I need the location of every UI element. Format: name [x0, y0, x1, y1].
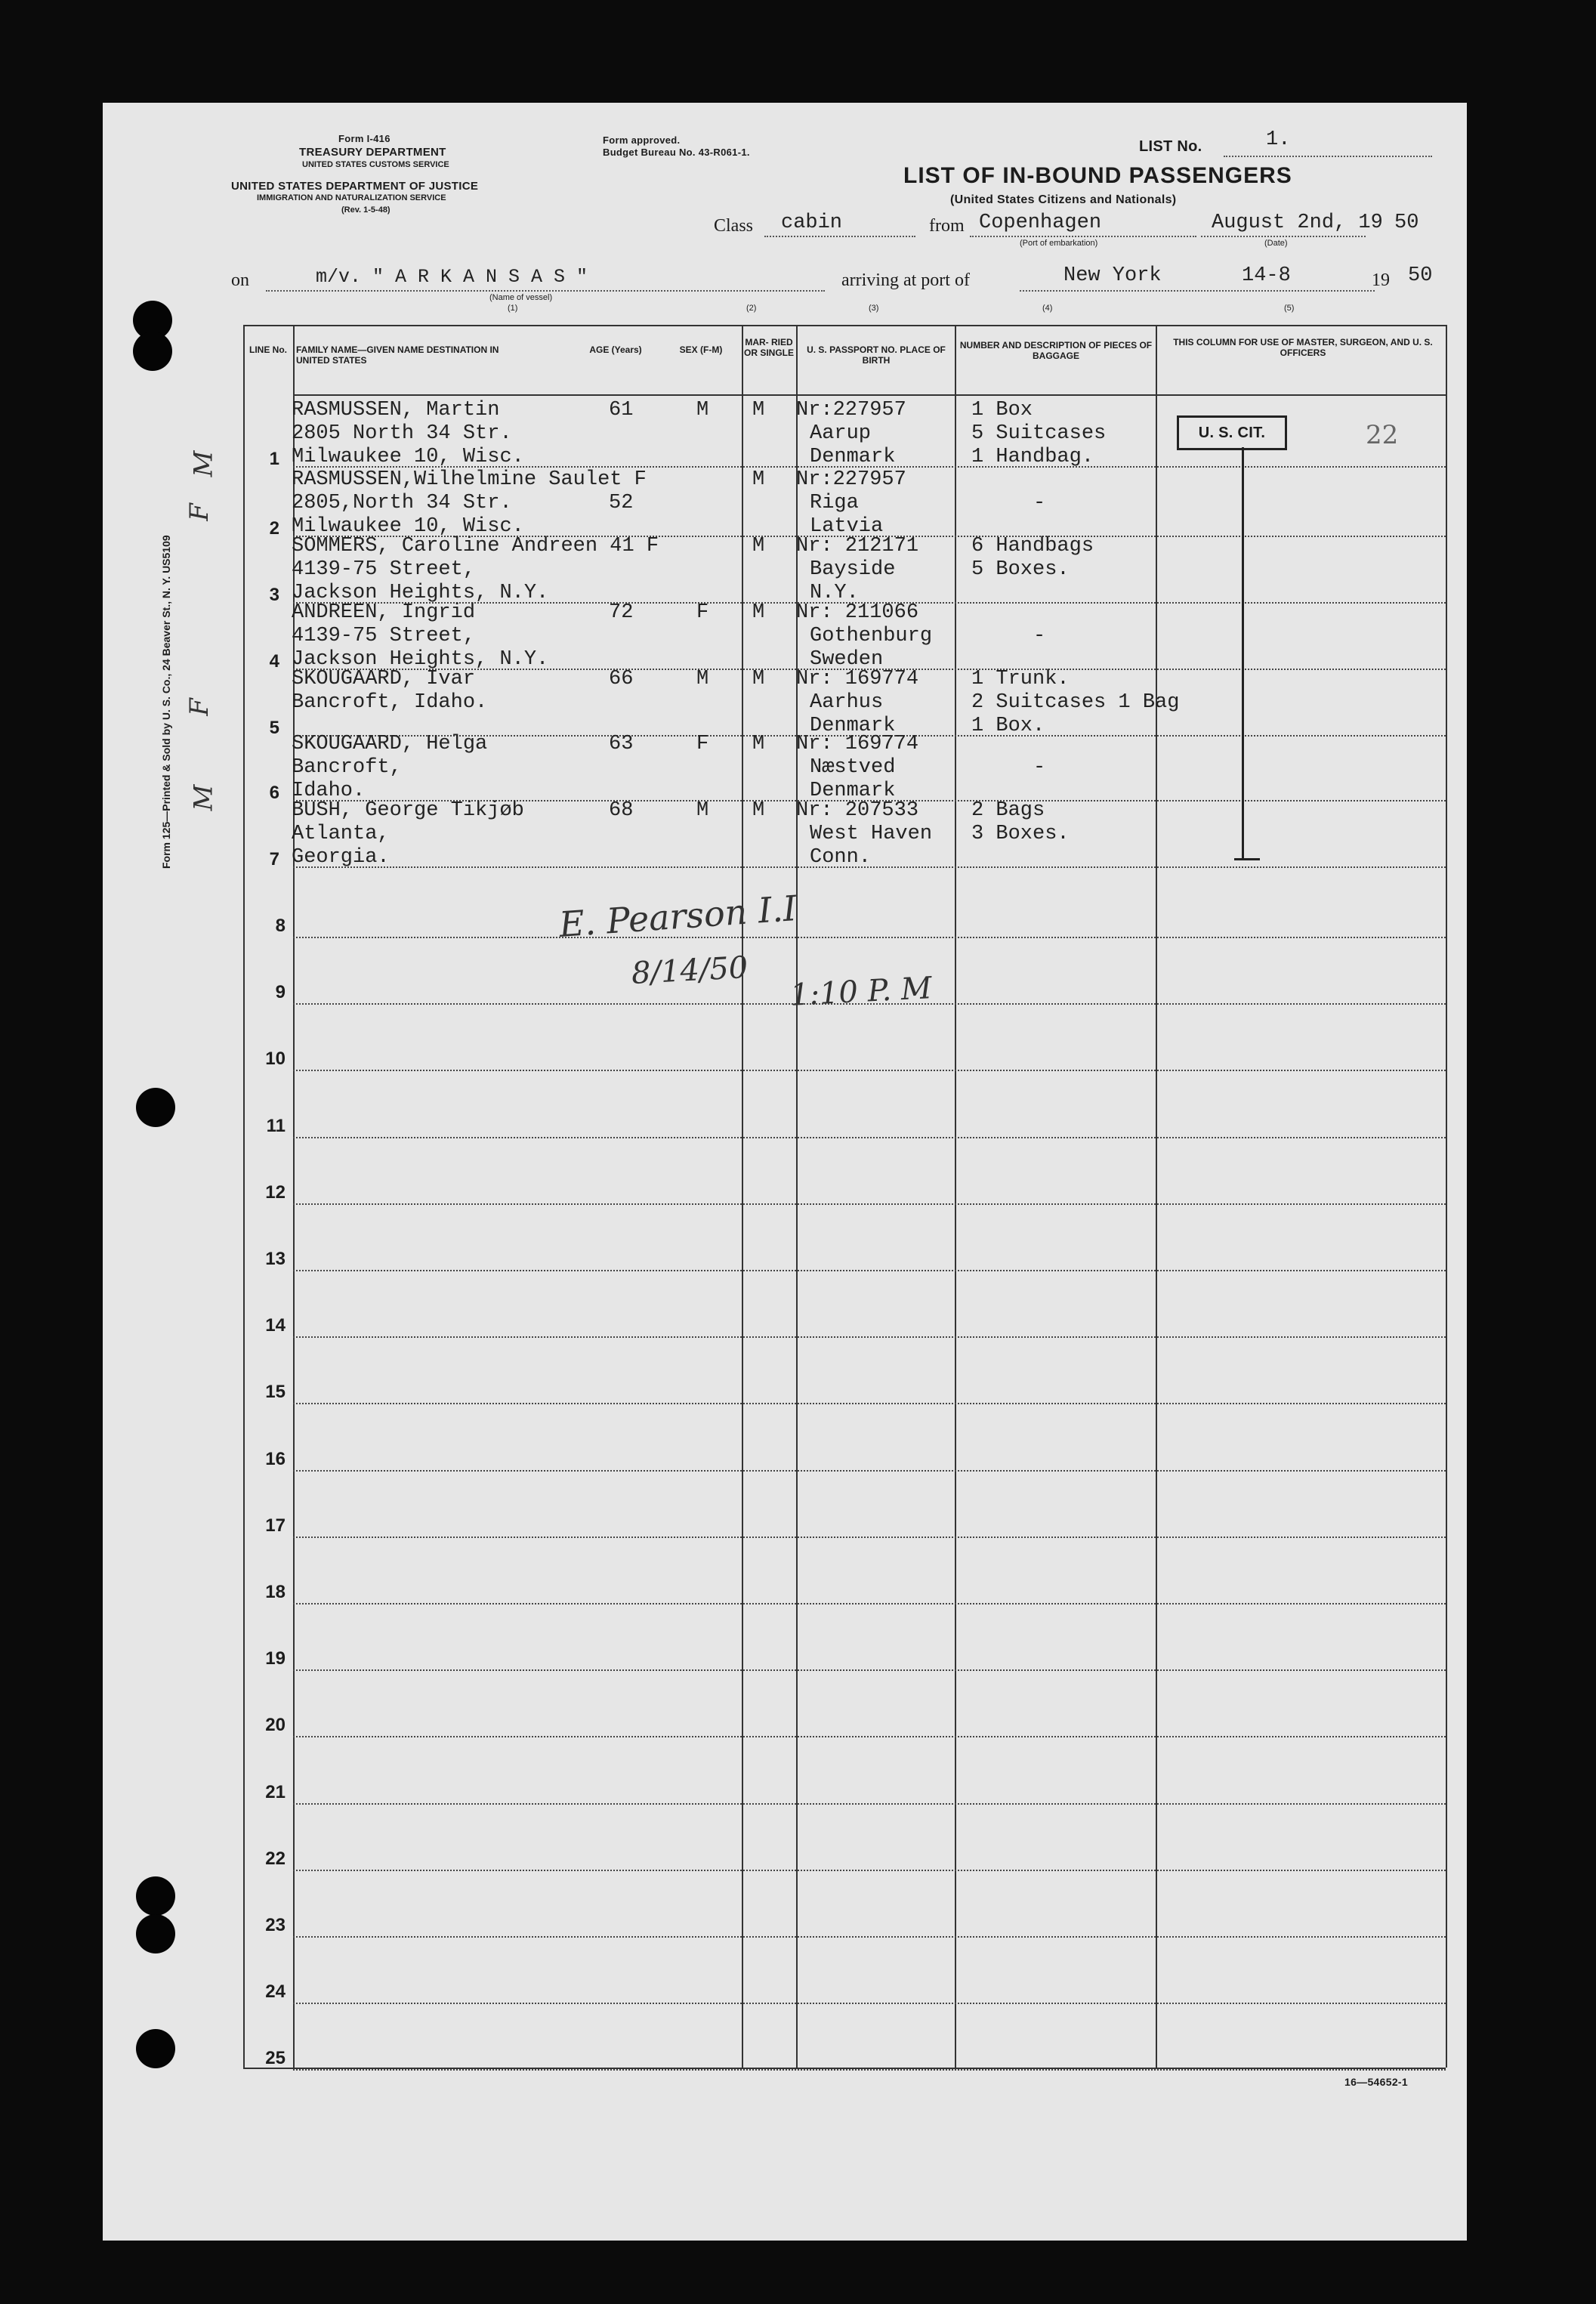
class-value: cabin	[781, 212, 843, 234]
marital-status: M	[752, 535, 765, 557]
passenger-sex: M	[696, 399, 709, 422]
empty-row-line	[293, 1537, 1446, 1538]
line-number: 12	[265, 1182, 286, 1203]
baggage-line: 6 Handbags	[971, 535, 1094, 557]
line-number: 15	[265, 1382, 286, 1402]
class-label: Class	[714, 216, 754, 236]
inspector-signature: E. Pearson I.I	[557, 888, 798, 945]
passport-number: Nr:227957	[796, 399, 906, 422]
line-number: 3	[269, 585, 279, 605]
arriving-label: arriving at port of	[841, 270, 970, 290]
embarkation-port: Copenhagen	[979, 212, 1102, 234]
passport-number: Nr: 212171	[796, 535, 919, 557]
empty-row-line	[293, 2069, 1446, 2071]
col-header-married: MAR- RIED OR SINGLE	[743, 337, 794, 358]
line-number: 16	[265, 1449, 286, 1469]
line-number: 25	[265, 2048, 286, 2068]
passenger-address: Bancroft,	[292, 756, 402, 779]
passenger-sex: F	[696, 733, 709, 755]
page-title: LIST OF IN-BOUND PASSENGERS	[903, 163, 1292, 188]
line-number: 4	[269, 651, 279, 672]
form-approved: Form approved.	[603, 134, 681, 146]
justice-dept: UNITED STATES DEPARTMENT OF JUSTICE	[231, 180, 479, 193]
passenger-age: 52	[609, 492, 634, 514]
passenger-address: 2805,North 34 Str.	[292, 492, 512, 514]
empty-row-line	[293, 1870, 1446, 1871]
birth-country: Sweden	[810, 648, 884, 671]
passenger-address: Milwaukee 10, Wisc.	[292, 446, 524, 468]
baggage-line: 1 Box	[971, 399, 1033, 422]
birth-country: Conn.	[810, 846, 872, 869]
passport-number: Nr: 169774	[796, 668, 919, 690]
line-number: 5	[269, 718, 279, 738]
col-header-line: LINE No.	[249, 344, 287, 355]
treasury-dept: TREASURY DEPARTMENT	[299, 146, 446, 159]
binder-hole	[136, 1876, 175, 1916]
line-number: 18	[265, 1582, 286, 1602]
budget-bureau: Budget Bureau No. 43-R061-1.	[603, 147, 750, 158]
line-number: 20	[265, 1715, 286, 1735]
birth-place: Gothenburg	[810, 625, 933, 647]
col-header-sex: SEX (F-M)	[679, 344, 723, 355]
col-header-officers: THIS COLUMN FOR USE OF MASTER, SURGEON, AND U. S. OFFICERS	[1173, 337, 1433, 358]
citizen-stamp: U. S. CIT.	[1177, 415, 1287, 450]
line-number: 2	[269, 518, 279, 539]
passenger-address: 4139-75 Street,	[292, 558, 476, 581]
baggage-line: 2 Bags	[971, 799, 1045, 822]
birth-country: Denmark	[810, 446, 896, 468]
empty-row-line	[293, 1403, 1446, 1404]
birth-country: Latvia	[810, 515, 884, 538]
date-caption: (Date)	[1264, 239, 1288, 248]
passenger-address: Jackson Heights, N.Y.	[292, 648, 549, 671]
baggage-line: 1 Trunk.	[971, 668, 1070, 690]
birth-place: West Haven	[810, 823, 933, 845]
line-number: 7	[269, 849, 279, 869]
baggage-line: 5 Boxes.	[971, 558, 1070, 581]
line-number: 9	[275, 982, 286, 1002]
passport-number: Nr: 207533	[796, 799, 919, 822]
margin-mark: F	[184, 698, 215, 716]
birth-place: Riga	[810, 492, 859, 514]
birth-place: Aarup	[810, 422, 872, 445]
baggage-line: 5 Suitcases	[971, 422, 1107, 445]
stamp-bracket-line	[1242, 447, 1244, 858]
signature-time: 1:10 P. M	[789, 971, 933, 1013]
arrival-port: New York	[1063, 264, 1162, 287]
passenger-age: 63	[609, 733, 634, 755]
line-number: 23	[265, 1915, 286, 1935]
arrival-year: 50	[1408, 264, 1433, 287]
line-number: 13	[265, 1249, 286, 1269]
signature-date: 8/14/50	[630, 950, 749, 992]
passenger-name: RASMUSSEN,Wilhelmine Saulet F	[292, 468, 647, 491]
line-number: 17	[265, 1515, 286, 1536]
passenger-name: SKOUGAARD, Ivar	[292, 668, 476, 690]
passenger-age: 66	[609, 668, 634, 690]
empty-row-line	[293, 1803, 1446, 1805]
passport-number: Nr: 169774	[796, 733, 919, 755]
empty-row-line	[293, 1669, 1446, 1671]
binder-hole	[136, 1088, 175, 1127]
col-ref: (4)	[1042, 304, 1053, 313]
passenger-address: 2805 North 34 Str.	[292, 422, 512, 445]
empty-row-line	[293, 1470, 1446, 1472]
passenger-age: 61	[609, 399, 634, 422]
list-label: LIST No.	[1139, 138, 1202, 155]
line-number: 8	[275, 916, 286, 936]
line-number: 10	[265, 1049, 286, 1069]
col-ref: (1)	[508, 304, 518, 313]
passenger-age: 68	[609, 799, 634, 822]
birth-place: Bayside	[810, 558, 896, 581]
passenger-name: SOMMERS, Caroline Andreen 41 F	[292, 535, 659, 557]
col-header-name: FAMILY NAME—GIVEN NAME DESTINATION IN UNITED STATES	[296, 344, 499, 366]
line-number: 11	[266, 1116, 286, 1136]
passenger-address: Jackson Heights, N.Y.	[292, 582, 549, 604]
passenger-sex: M	[696, 668, 709, 690]
vessel-caption: (Name of vessel)	[489, 293, 553, 302]
baggage-line: 3 Boxes.	[971, 823, 1070, 845]
passenger-sex: F	[696, 601, 709, 624]
marital-status: M	[752, 733, 765, 755]
line-number: 1	[269, 449, 279, 469]
departure-year: 50	[1394, 212, 1419, 234]
baggage-line: 2 Suitcases 1 Bag	[971, 691, 1180, 714]
passenger-sex: M	[696, 799, 709, 822]
passenger-address: 4139-75 Street,	[292, 625, 476, 647]
printer-imprint: Form 125—Printed & Sold by U. S. Co., 24 Beaver St., N. Y. US5109	[160, 535, 172, 869]
ins-service: IMMIGRATION AND NATURALIZATION SERVICE	[257, 193, 446, 202]
passenger-name: SKOUGAARD, Helga	[292, 733, 488, 755]
binder-hole	[136, 1914, 175, 1953]
margin-mark: F	[184, 503, 215, 521]
passenger-name: ANDREEN, Ingrid	[292, 601, 476, 624]
line-number: 22	[265, 1848, 286, 1869]
customs-service: UNITED STATES CUSTOMS SERVICE	[302, 160, 449, 169]
line-number: 24	[265, 1981, 286, 2002]
birth-place: Aarhus	[810, 691, 884, 714]
passenger-address: Georgia.	[292, 846, 390, 869]
footer-code: 16—54652-1	[1344, 2076, 1408, 2088]
line-number: 19	[265, 1648, 286, 1669]
arrival-date: 14-8	[1242, 264, 1291, 287]
table-border-right	[1446, 325, 1447, 2068]
passport-number: Nr: 211066	[796, 601, 919, 624]
baggage-line: 1 Handbag.	[971, 446, 1094, 468]
empty-row-line	[293, 937, 1446, 938]
passenger-address: Milwaukee 10, Wisc.	[292, 515, 524, 538]
birth-country: N.Y.	[810, 582, 859, 604]
col-header-age: AGE (Years)	[589, 344, 642, 355]
baggage-line: -	[1033, 625, 1046, 647]
empty-row-line	[293, 1070, 1446, 1071]
margin-mark: M	[188, 450, 219, 477]
marital-status: M	[752, 601, 765, 624]
port-caption: (Port of embarkation)	[1020, 239, 1098, 248]
margin-mark: M	[188, 784, 219, 811]
col-ref: (5)	[1284, 304, 1295, 313]
birth-place: Næstved	[810, 756, 896, 779]
marital-status: M	[752, 468, 765, 491]
page-subtitle: (United States Citizens and Nationals)	[950, 193, 1177, 206]
empty-row-line	[293, 1336, 1446, 1338]
passenger-address: Bancroft, Idaho.	[292, 691, 488, 714]
binder-hole	[136, 2029, 175, 2068]
empty-row-line	[293, 1736, 1446, 1737]
officer-number: 22	[1366, 420, 1399, 450]
empty-row-line	[293, 1603, 1446, 1604]
col-ref: (2)	[746, 304, 757, 313]
baggage-line: -	[1033, 756, 1046, 779]
baggage-line: -	[1033, 492, 1046, 514]
passenger-age: 72	[609, 601, 634, 624]
passenger-address: Atlanta,	[292, 823, 390, 845]
line-number: 21	[265, 1782, 286, 1802]
empty-row-line	[293, 2003, 1446, 2004]
birth-country: Denmark	[810, 780, 896, 802]
revision: (Rev. 1-5-48)	[341, 205, 391, 215]
line-number: 6	[269, 783, 279, 803]
marital-status: M	[752, 799, 765, 822]
passenger-name: RASMUSSEN, Martin	[292, 399, 500, 422]
empty-row-line	[293, 1936, 1446, 1938]
list-number: 1.	[1266, 128, 1291, 151]
col-header-passport: U. S. PASSPORT NO. PLACE OF BIRTH	[807, 344, 946, 366]
form-number: Form I-416	[338, 133, 391, 144]
marital-status: M	[752, 399, 765, 422]
vessel-name: m/v. " A R K A N S A S "	[316, 266, 588, 288]
col-header-baggage: NUMBER AND DESCRIPTION OF PIECES OF BAGGAGE	[959, 340, 1153, 361]
line-number: 14	[265, 1315, 286, 1336]
empty-row-line	[293, 1203, 1446, 1205]
empty-row-line	[293, 1137, 1446, 1138]
birth-country: Denmark	[810, 715, 896, 737]
col-ref: (3)	[869, 304, 879, 313]
marital-status: M	[752, 668, 765, 690]
empty-row-line	[293, 1270, 1446, 1271]
binder-hole	[133, 332, 172, 371]
departure-date: August 2nd, 19	[1212, 212, 1383, 234]
passport-number: Nr:227957	[796, 468, 906, 491]
baggage-line: 1 Box.	[971, 715, 1045, 737]
passenger-name: BUSH, George Tikjøb	[292, 799, 524, 822]
passenger-address: Idaho.	[292, 780, 366, 802]
from-label: from	[929, 216, 965, 236]
arrival-year-prefix: 19	[1372, 270, 1390, 290]
on-label: on	[231, 270, 249, 290]
